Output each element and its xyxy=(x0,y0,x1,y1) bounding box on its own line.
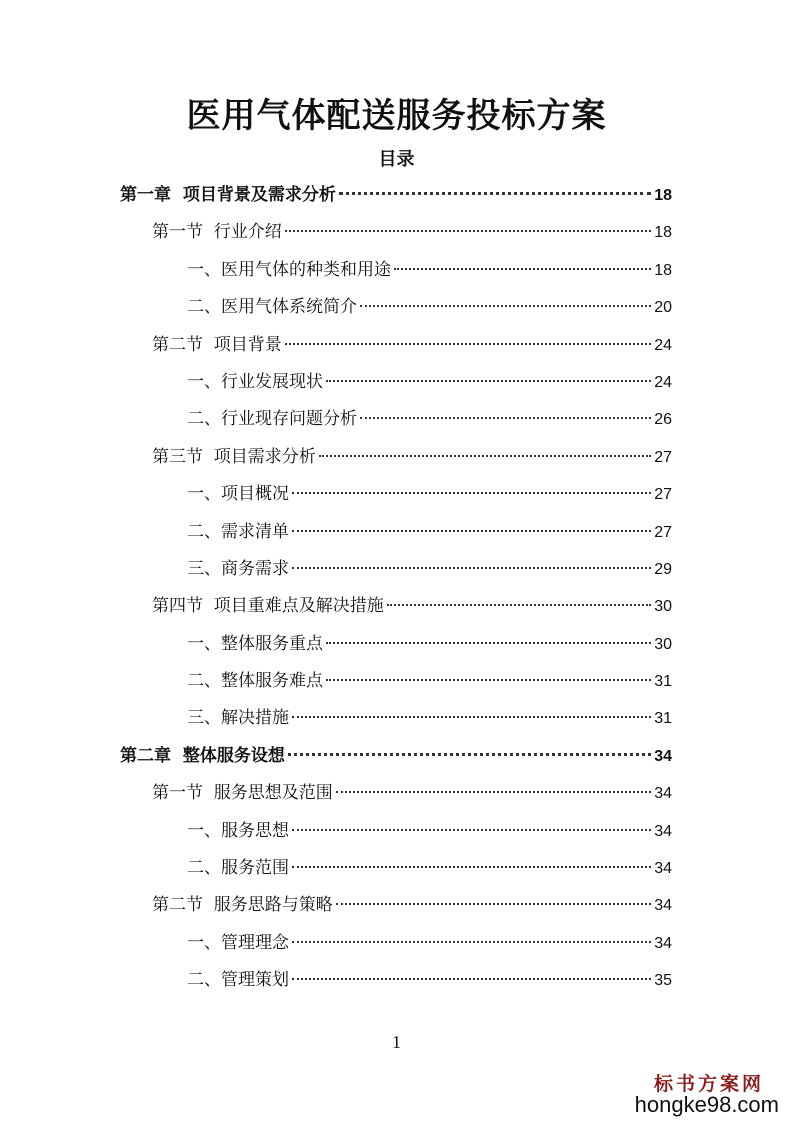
toc-heading: 目录 xyxy=(378,149,415,170)
toc-dot-leader xyxy=(292,530,651,532)
toc-entry-label: 一、整体服务重点 xyxy=(187,633,323,654)
toc-entry-label: 第二节 项目背景 xyxy=(152,334,282,355)
toc-entry-page-number: 27 xyxy=(654,486,672,504)
toc-dot-leader xyxy=(394,268,651,270)
toc-entry-label: 第二节 服务思路与策略 xyxy=(152,895,333,916)
toc-dot-leader xyxy=(326,642,651,644)
toc-section-entry[interactable] xyxy=(0,439,793,476)
toc-entry-label: 一、服务思想 xyxy=(187,820,289,841)
toc-dot-leader xyxy=(292,941,651,943)
toc-section-entry[interactable] xyxy=(0,327,793,364)
document-title: 医用气体配送服务投标方案 xyxy=(186,96,607,136)
toc-entry-label: 二、整体服务难点 xyxy=(187,671,323,692)
toc-entry-page-number: 24 xyxy=(654,373,672,391)
toc-chapter-entry[interactable] xyxy=(0,738,793,775)
toc-subsection-entry[interactable] xyxy=(0,663,793,700)
toc-entry-page-number: 31 xyxy=(654,673,672,691)
toc-subsection-entry[interactable] xyxy=(0,962,793,999)
toc-entry-page-number: 34 xyxy=(654,860,672,878)
toc-dot-leader xyxy=(292,567,651,569)
table-of-contents xyxy=(0,177,793,1000)
toc-section-entry[interactable] xyxy=(0,214,793,251)
toc-entry-page-number: 29 xyxy=(654,560,672,578)
toc-section-entry[interactable] xyxy=(0,588,793,625)
toc-entry-label: 第二章 整体服务设想 xyxy=(120,745,285,766)
toc-entry-page-number: 31 xyxy=(654,710,672,728)
toc-subsection-entry[interactable] xyxy=(0,476,793,513)
toc-entry-label: 二、管理策划 xyxy=(187,970,289,991)
toc-entry-page-number: 34 xyxy=(654,934,672,952)
toc-entry-page-number: 27 xyxy=(654,523,672,541)
toc-dot-leader xyxy=(292,492,651,494)
toc-entry-page-number: 27 xyxy=(654,448,672,466)
toc-entry-page-number: 24 xyxy=(654,336,672,354)
toc-dot-leader xyxy=(292,716,651,718)
toc-chapter-entry[interactable] xyxy=(0,177,793,214)
toc-dot-leader xyxy=(360,305,651,307)
toc-entry-label: 第一章 项目背景及需求分析 xyxy=(120,185,336,205)
toc-dot-leader xyxy=(326,380,651,382)
toc-entry-page-number: 34 xyxy=(654,785,672,803)
toc-dot-leader xyxy=(336,791,651,793)
toc-entry-page-number: 35 xyxy=(654,972,672,990)
toc-dot-leader xyxy=(360,417,651,419)
toc-dot-leader xyxy=(285,343,651,345)
toc-section-entry[interactable] xyxy=(0,775,793,812)
watermark-site-name: 标书方案网 xyxy=(653,1073,764,1095)
toc-entry-page-number: 30 xyxy=(654,598,672,616)
toc-dot-leader xyxy=(387,604,651,606)
toc-subsection-entry[interactable] xyxy=(0,551,793,588)
toc-subsection-entry[interactable] xyxy=(0,850,793,887)
toc-dot-leader xyxy=(319,455,651,457)
toc-entry-label: 一、项目概况 xyxy=(187,484,289,505)
watermark-url: hongke98.com xyxy=(634,1092,779,1117)
toc-entry-page-number: 18 xyxy=(654,187,672,204)
toc-subsection-entry[interactable] xyxy=(0,925,793,962)
toc-entry-label: 二、医用气体系统简介 xyxy=(187,297,357,318)
toc-subsection-entry[interactable] xyxy=(0,289,793,326)
toc-entry-page-number: 34 xyxy=(654,747,672,765)
toc-entry-label: 第一节 服务思想及范围 xyxy=(152,783,333,804)
toc-entry-label: 一、行业发展现状 xyxy=(187,371,323,392)
toc-entry-page-number: 20 xyxy=(654,299,672,317)
toc-dot-leader xyxy=(292,866,651,868)
toc-dot-leader xyxy=(292,829,651,831)
toc-entry-label: 二、行业现存问题分析 xyxy=(187,409,357,430)
toc-entry-label: 一、管理理念 xyxy=(187,932,289,953)
toc-entry-label: 三、解决措施 xyxy=(187,708,289,729)
toc-dot-leader xyxy=(326,679,651,681)
toc-entry-page-number: 34 xyxy=(654,897,672,915)
toc-entry-label: 第三节 项目需求分析 xyxy=(152,446,316,467)
page-number: 1 xyxy=(392,1032,401,1052)
toc-dot-leader xyxy=(292,978,651,980)
toc-entry-page-number: 18 xyxy=(654,224,672,242)
toc-subsection-entry[interactable] xyxy=(0,514,793,551)
toc-dot-leader xyxy=(336,903,651,905)
toc-subsection-entry[interactable] xyxy=(0,401,793,438)
toc-subsection-entry[interactable] xyxy=(0,700,793,737)
toc-section-entry[interactable] xyxy=(0,887,793,924)
toc-entry-label: 一、医用气体的种类和用途 xyxy=(187,259,391,280)
toc-entry-page-number: 26 xyxy=(654,411,672,429)
toc-subsection-entry[interactable] xyxy=(0,364,793,401)
toc-subsection-entry[interactable] xyxy=(0,813,793,850)
toc-subsection-entry[interactable] xyxy=(0,252,793,289)
toc-entry-page-number: 34 xyxy=(654,822,672,840)
toc-entry-label: 三、商务需求 xyxy=(187,558,289,579)
toc-entry-label: 二、服务范围 xyxy=(187,858,289,879)
toc-entry-label: 第四节 项目重难点及解决措施 xyxy=(152,596,384,617)
toc-entry-page-number: 30 xyxy=(654,635,672,653)
toc-dot-leader xyxy=(288,753,651,756)
toc-entry-page-number: 18 xyxy=(654,261,672,279)
toc-entry-label: 二、需求清单 xyxy=(187,521,289,542)
toc-subsection-entry[interactable] xyxy=(0,626,793,663)
toc-entry-label: 第一节 行业介绍 xyxy=(152,222,282,243)
toc-dot-leader xyxy=(339,192,651,195)
toc-dot-leader xyxy=(285,230,651,232)
